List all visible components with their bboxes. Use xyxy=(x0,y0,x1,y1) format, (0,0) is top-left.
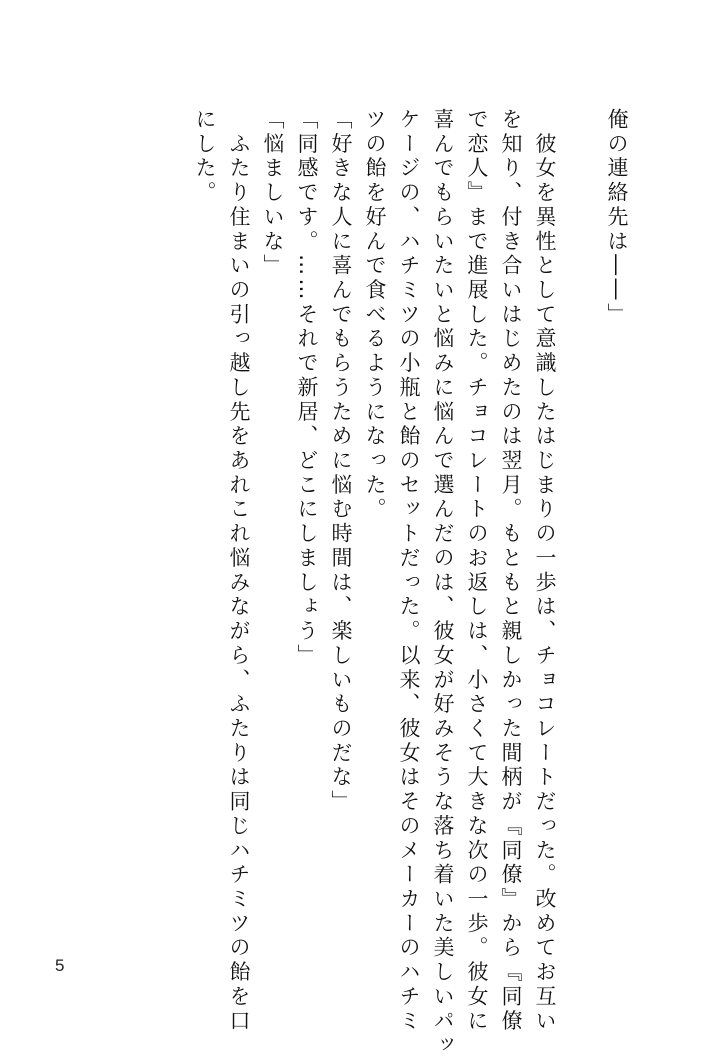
body-line: ツの飴を好んで食べるようになった。 xyxy=(363,108,387,523)
body-line: 喜んでもらいたいと悩みに悩んで選んだのは、彼女が好みそうな落ち着いた美しいパッ xyxy=(431,108,455,1058)
page-number: 5 xyxy=(55,956,65,975)
dialogue-line: 「同感です。……それで新居、どこにしましょう」 xyxy=(295,108,319,669)
body-line: ケージの、ハチミツの小瓶と飴のセットだった。以来、彼女はそのメーカーのハチミ xyxy=(397,108,421,1034)
vertical-text-block xyxy=(164,108,634,1058)
body-line: で恋人』まで進展した。チョコレートのお返しは、小さくて大きな次の一歩。彼女に xyxy=(465,108,489,1034)
body-line: を知り、付き合いはじめたのは翌月。もともと親しかった間柄が『同僚』から『同僚 xyxy=(499,108,523,1034)
body-line: 彼女を異性として意識したはじまりの一歩は、チョコレートだった。改めてお互い xyxy=(533,108,557,1034)
body-line: ふたり住まいの引っ越し先をあれこれ悩みながら、ふたりは同じハチミツの飴を口 xyxy=(227,108,251,1034)
dialogue-line: 「悩ましいな」 xyxy=(261,108,285,279)
body-line: にした。 xyxy=(193,108,217,206)
dialogue-line: 「好きな人に喜んでもらうために悩む時間は、楽しいものだな」 xyxy=(329,108,353,815)
heading-line: 俺の連絡先は――」 xyxy=(605,108,629,328)
